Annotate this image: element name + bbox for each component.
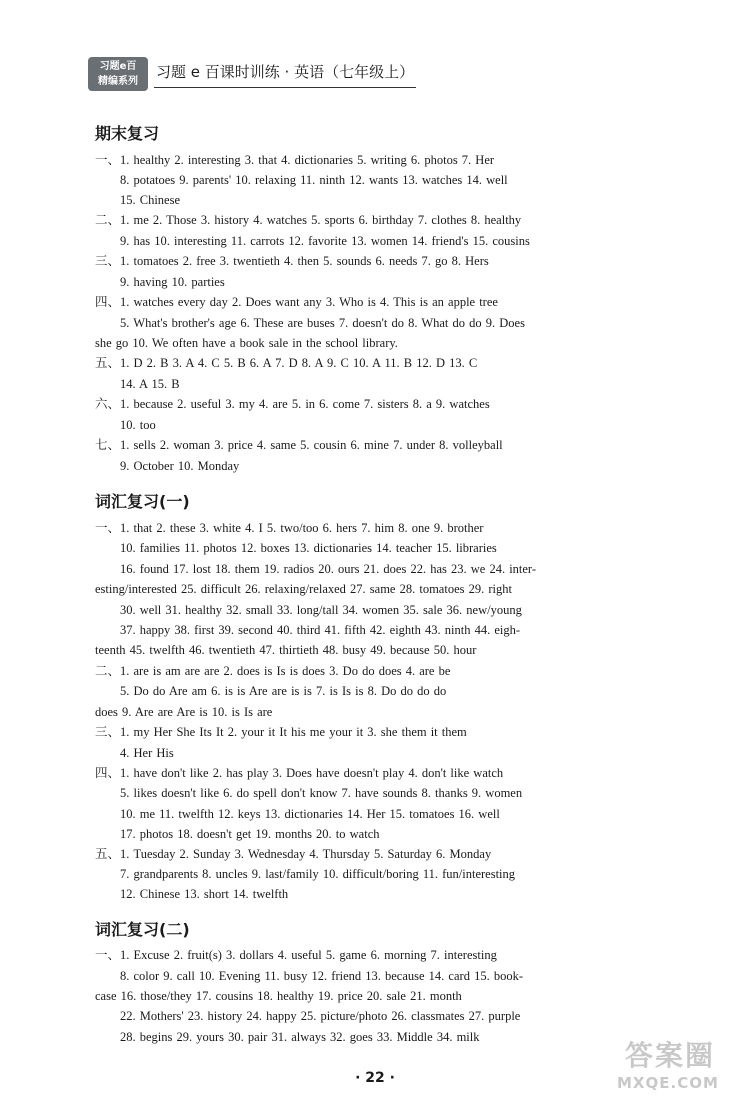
series-logo — [88, 57, 148, 91]
logo-line-2: 精编系列 — [98, 76, 138, 87]
header-rule — [154, 87, 416, 88]
section-title-vocab-review-1: 词汇复习(一) — [95, 492, 190, 511]
answer-line: 六、1. because 2. useful 3. my 4. are 5. in 6. come 7. sisters 8. a 9. watches — [95, 397, 490, 411]
answer-line: 一、1. that 2. these 3. white 4. I 5. two/too 6. hers 7. him 8. one 9. brother — [95, 521, 484, 535]
answer-line: 9. has 10. interesting 11. carrots 12. favorite 13. women 14. friend's 15. cousins — [120, 234, 530, 248]
answer-line: 8. potatoes 9. parents' 10. relaxing 11. ninth 12. wants 13. watches 14. well — [120, 173, 508, 187]
answer-line: teenth 45. twelfth 46. twentieth 47. thirtieth 48. busy 49. because 50. hour — [95, 643, 477, 657]
answer-line: 10. families 11. photos 12. boxes 13. dictionaries 14. teacher 15. libraries — [120, 541, 497, 555]
answer-line: 5. Do do Are am 6. is is Are are is is 7. is Is is 8. Do do do do — [120, 684, 447, 698]
page-header — [88, 57, 418, 93]
section-title-vocab-review-2: 词汇复习(二) — [95, 920, 190, 939]
answer-line: 三、1. tomatoes 2. free 3. twentieth 4. then 5. sounds 6. needs 7. go 8. Hers — [95, 254, 489, 268]
answer-line: 4. Her His — [120, 746, 174, 760]
answer-line: 七、1. sells 2. woman 3. price 4. same 5. cousin 6. mine 7. under 8. volleyball — [95, 438, 503, 452]
answer-line: 一、1. healthy 2. interesting 3. that 4. dictionaries 5. writing 6. photos 7. Her — [95, 153, 495, 167]
watermark-url: MXQE.COM — [617, 1074, 719, 1092]
answer-line: 5. likes doesn't like 6. do spell don't know 7. have sounds 8. thanks 9. women — [120, 786, 523, 800]
page-number: · 22 · — [355, 1070, 395, 1086]
answer-line: 二、1. me 2. Those 3. history 4. watches 5. sports 6. birthday 7. clothes 8. healthy — [95, 213, 522, 227]
answer-line: 三、1. my Her She Its It 2. your it It his me your it 3. she them it them — [95, 725, 467, 739]
answer-line: 16. found 17. lost 18. them 19. radios 20. ours 21. does 22. has 23. we 24. inter- — [120, 562, 537, 576]
answer-line: 37. happy 38. first 39. second 40. third 41. fifth 42. eighth 43. ninth 44. eigh- — [120, 623, 521, 637]
answer-line: does 9. Are are Are is 10. is Is are — [95, 705, 273, 719]
answer-line: case 16. those/they 17. cousins 18. healthy 19. price 20. sale 21. month — [95, 989, 462, 1003]
answer-line: 9. October 10. Monday — [120, 459, 240, 473]
answer-line: 四、1. watches every day 2. Does want any 3. Who is 4. This is an apple tree — [95, 295, 498, 309]
answer-line: 28. begins 29. yours 30. pair 31. always 32. goes 33. Middle 34. milk — [120, 1030, 480, 1044]
answer-line: 五、1. Tuesday 2. Sunday 3. Wednesday 4. Thursday 5. Saturday 6. Monday — [95, 847, 492, 861]
answer-line: 五、1. D 2. B 3. A 4. C 5. B 6. A 7. D 8. A 9. C 10. A 11. B 12. D 13. C — [95, 356, 478, 370]
book-title: 习题 e 百课时训练 · 英语（七年级上） — [156, 63, 415, 81]
answer-line: 22. Mothers' 23. history 24. happy 25. picture/photo 26. classmates 27. purple — [120, 1009, 521, 1023]
answer-line: 14. A 15. B — [120, 377, 180, 391]
answer-line: 17. photos 18. doesn't get 19. months 20. to watch — [120, 827, 380, 841]
answer-line: 15. Chinese — [120, 193, 181, 207]
logo-line-1: 习题e百 — [99, 61, 137, 72]
answer-line: 一、1. Excuse 2. fruit(s) 3. dollars 4. useful 5. game 6. morning 7. interesting — [95, 948, 497, 962]
site-watermark — [615, 1030, 745, 1100]
answer-line: 30. well 31. healthy 32. small 33. long/tall 34. women 35. sale 36. new/young — [120, 603, 522, 617]
answer-line: 10. too — [120, 418, 156, 432]
answer-line: esting/interested 25. difficult 26. relaxing/relaxed 27. same 28. tomatoes 29. right — [95, 582, 512, 596]
section-title-final-review: 期末复习 — [95, 124, 160, 143]
answer-line: 9. having 10. parties — [120, 275, 225, 289]
answer-line: she go 10. We often have a book sale in the school library. — [95, 336, 398, 350]
answer-line: 5. What's brother's age 6. These are buses 7. doesn't do 8. What do do 9. Does — [120, 316, 525, 330]
watermark-text: 答案圈 — [625, 1039, 716, 1072]
answer-line: 12. Chinese 13. short 14. twelfth — [120, 887, 289, 901]
answer-line: 二、1. are is am are are 2. does is Is is does 3. Do do does 4. are be — [95, 664, 451, 678]
answer-line: 7. grandparents 8. uncles 9. last/family 10. difficult/boring 11. fun/interesting — [120, 867, 516, 881]
answer-line: 8. color 9. call 10. Evening 11. busy 12. friend 13. because 14. card 15. book- — [120, 969, 523, 983]
answer-line: 四、1. have don't like 2. has play 3. Does have doesn't play 4. don't like watch — [95, 766, 504, 780]
answer-line: 10. me 11. twelfth 12. keys 13. dictionaries 14. Her 15. tomatoes 16. well — [120, 807, 500, 821]
